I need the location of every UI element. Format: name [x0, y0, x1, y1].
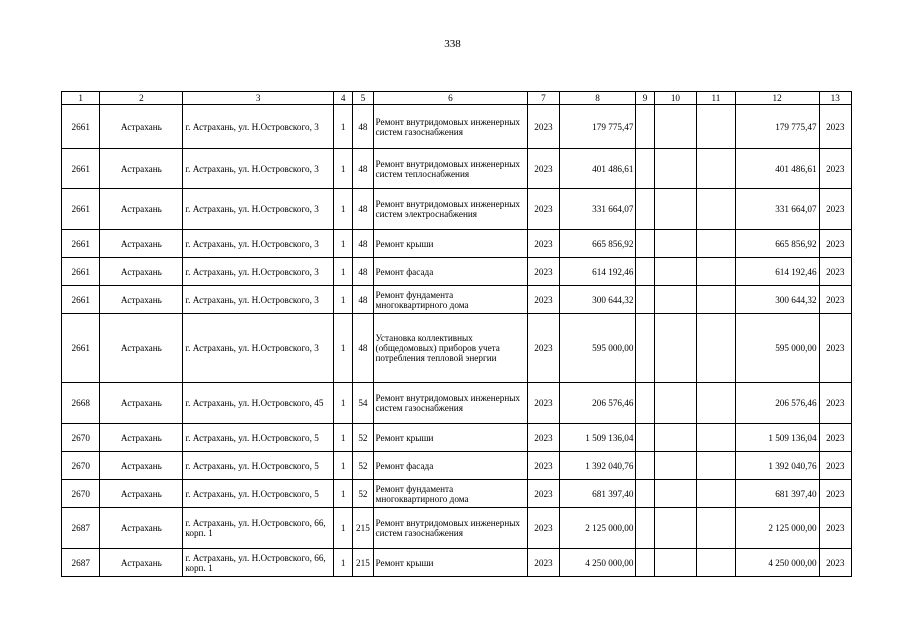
column-header: 13 [819, 92, 851, 105]
column-5-cell: 48 [353, 105, 373, 149]
city-cell: Астрахань [100, 480, 183, 508]
row-number-cell: 2661 [62, 189, 100, 230]
column-13-cell: 2023 [819, 230, 851, 258]
column-10-cell [654, 452, 696, 480]
column-13-cell: 2023 [819, 452, 851, 480]
city-cell: Астрахань [100, 314, 183, 383]
year-cell: 2023 [528, 286, 559, 314]
column-12-cell: 614 192,46 [735, 258, 819, 286]
column-10-cell [654, 230, 696, 258]
address-cell: г. Астрахань, ул. Н.Островского, 3 [183, 230, 334, 258]
year-cell: 2023 [528, 549, 559, 577]
year-cell: 2023 [528, 149, 559, 189]
column-10-cell [654, 189, 696, 230]
address-cell: г. Астрахань, ул. Н.Островского, 3 [183, 258, 334, 286]
column-13-cell: 2023 [819, 286, 851, 314]
column-11-cell [697, 230, 735, 258]
column-9-cell [636, 105, 654, 149]
column-header: 4 [334, 92, 353, 105]
cost-cell: 665 856,92 [559, 230, 636, 258]
work-type-cell: Ремонт крыши [373, 424, 528, 452]
column-13-cell: 2023 [819, 480, 851, 508]
column-4-cell: 1 [334, 549, 353, 577]
column-header: 3 [183, 92, 334, 105]
column-9-cell [636, 149, 654, 189]
address-cell: г. Астрахань, ул. Н.Островского, 3 [183, 286, 334, 314]
cost-cell: 1 509 136,04 [559, 424, 636, 452]
column-5-cell: 52 [353, 480, 373, 508]
column-header: 10 [654, 92, 696, 105]
row-number-cell: 2661 [62, 258, 100, 286]
column-9-cell [636, 480, 654, 508]
city-cell: Астрахань [100, 549, 183, 577]
column-9-cell [636, 286, 654, 314]
cost-cell: 681 397,40 [559, 480, 636, 508]
table-row [62, 258, 852, 286]
column-13-cell: 2023 [819, 105, 851, 149]
year-cell: 2023 [528, 424, 559, 452]
column-4-cell: 1 [334, 189, 353, 230]
column-9-cell [636, 258, 654, 286]
column-5-cell: 48 [353, 286, 373, 314]
work-type-cell: Ремонт фасада [373, 258, 528, 286]
column-9-cell [636, 549, 654, 577]
column-10-cell [654, 286, 696, 314]
table-row [62, 105, 852, 149]
address-cell: г. Астрахань, ул. Н.Островского, 45 [183, 383, 334, 424]
row-number-cell: 2661 [62, 105, 100, 149]
work-type-cell: Ремонт внутридомовых инженерных систем теплоснабжения [373, 149, 528, 189]
column-5-cell: 52 [353, 424, 373, 452]
address-cell: г. Астрахань, ул. Н.Островского, 66, корп. 1 [183, 508, 334, 549]
column-4-cell: 1 [334, 149, 353, 189]
row-number-cell: 2670 [62, 452, 100, 480]
column-12-cell: 595 000,00 [735, 314, 819, 383]
column-4-cell: 1 [334, 105, 353, 149]
column-10-cell [654, 549, 696, 577]
column-9-cell [636, 314, 654, 383]
year-cell: 2023 [528, 314, 559, 383]
cost-cell: 206 576,46 [559, 383, 636, 424]
column-header: 8 [559, 92, 636, 105]
city-cell: Астрахань [100, 149, 183, 189]
column-11-cell [697, 383, 735, 424]
column-header: 7 [528, 92, 559, 105]
column-4-cell: 1 [334, 314, 353, 383]
column-13-cell: 2023 [819, 189, 851, 230]
cost-cell: 614 192,46 [559, 258, 636, 286]
column-11-cell [697, 189, 735, 230]
column-10-cell [654, 383, 696, 424]
column-9-cell [636, 230, 654, 258]
city-cell: Астрахань [100, 189, 183, 230]
page-number: 338 [444, 38, 461, 50]
table-row [62, 149, 852, 189]
column-13-cell: 2023 [819, 258, 851, 286]
header-row [62, 92, 852, 105]
column-4-cell: 1 [334, 286, 353, 314]
column-10-cell [654, 149, 696, 189]
column-5-cell: 48 [353, 230, 373, 258]
table-row [62, 230, 852, 258]
column-10-cell [654, 105, 696, 149]
city-cell: Астрахань [100, 230, 183, 258]
column-12-cell: 206 576,46 [735, 383, 819, 424]
column-header: 5 [353, 92, 373, 105]
row-number-cell: 2670 [62, 424, 100, 452]
column-10-cell [654, 314, 696, 383]
address-cell: г. Астрахань, ул. Н.Островского, 3 [183, 149, 334, 189]
row-number-cell: 2661 [62, 149, 100, 189]
work-type-cell: Ремонт фундамента многоквартирного дома [373, 480, 528, 508]
column-4-cell: 1 [334, 480, 353, 508]
column-4-cell: 1 [334, 508, 353, 549]
column-9-cell [636, 452, 654, 480]
column-9-cell [636, 383, 654, 424]
column-11-cell [697, 452, 735, 480]
table-row [62, 480, 852, 508]
address-cell: г. Астрахань, ул. Н.Островского, 5 [183, 452, 334, 480]
cost-cell: 179 775,47 [559, 105, 636, 149]
work-type-cell: Ремонт фасада [373, 452, 528, 480]
column-5-cell: 48 [353, 149, 373, 189]
column-header: 1 [62, 92, 100, 105]
column-13-cell: 2023 [819, 383, 851, 424]
year-cell: 2023 [528, 508, 559, 549]
column-5-cell: 215 [353, 508, 373, 549]
column-header: 6 [373, 92, 528, 105]
row-number-cell: 2661 [62, 230, 100, 258]
column-11-cell [697, 480, 735, 508]
year-cell: 2023 [528, 383, 559, 424]
column-11-cell [697, 508, 735, 549]
city-cell: Астрахань [100, 286, 183, 314]
column-11-cell [697, 149, 735, 189]
table-body [62, 105, 852, 577]
table-row [62, 189, 852, 230]
address-cell: г. Астрахань, ул. Н.Островского, 5 [183, 480, 334, 508]
column-11-cell [697, 105, 735, 149]
column-12-cell: 300 644,32 [735, 286, 819, 314]
column-9-cell [636, 508, 654, 549]
column-12-cell: 401 486,61 [735, 149, 819, 189]
work-type-cell: Ремонт внутридомовых инженерных систем газоснабжения [373, 508, 528, 549]
table-row [62, 383, 852, 424]
column-5-cell: 48 [353, 189, 373, 230]
column-10-cell [654, 258, 696, 286]
column-header: 11 [697, 92, 735, 105]
column-4-cell: 1 [334, 230, 353, 258]
work-type-cell: Ремонт крыши [373, 549, 528, 577]
column-12-cell: 681 397,40 [735, 480, 819, 508]
column-12-cell: 665 856,92 [735, 230, 819, 258]
table-row [62, 424, 852, 452]
row-number-cell: 2661 [62, 286, 100, 314]
cost-cell: 331 664,07 [559, 189, 636, 230]
column-4-cell: 1 [334, 383, 353, 424]
column-4-cell: 1 [334, 424, 353, 452]
column-13-cell: 2023 [819, 508, 851, 549]
row-number-cell: 2687 [62, 549, 100, 577]
column-11-cell [697, 424, 735, 452]
table-row [62, 314, 852, 383]
city-cell: Астрахань [100, 383, 183, 424]
work-type-cell: Ремонт внутридомовых инженерных систем газоснабжения [373, 105, 528, 149]
column-5-cell: 215 [353, 549, 373, 577]
work-type-cell: Ремонт крыши [373, 230, 528, 258]
column-12-cell: 1 509 136,04 [735, 424, 819, 452]
column-4-cell: 1 [334, 452, 353, 480]
column-5-cell: 54 [353, 383, 373, 424]
year-cell: 2023 [528, 230, 559, 258]
column-11-cell [697, 258, 735, 286]
cost-cell: 595 000,00 [559, 314, 636, 383]
work-type-cell: Ремонт внутридомовых инженерных систем электроснабжения [373, 189, 528, 230]
column-header: 9 [636, 92, 654, 105]
year-cell: 2023 [528, 258, 559, 286]
table-row [62, 549, 852, 577]
column-header: 2 [100, 92, 183, 105]
city-cell: Астрахань [100, 452, 183, 480]
address-cell: г. Астрахань, ул. Н.Островского, 3 [183, 105, 334, 149]
cost-cell: 401 486,61 [559, 149, 636, 189]
column-9-cell [636, 424, 654, 452]
column-12-cell: 179 775,47 [735, 105, 819, 149]
column-12-cell: 1 392 040,76 [735, 452, 819, 480]
column-4-cell: 1 [334, 258, 353, 286]
column-13-cell: 2023 [819, 314, 851, 383]
column-5-cell: 48 [353, 314, 373, 383]
address-cell: г. Астрахань, ул. Н.Островского, 3 [183, 314, 334, 383]
city-cell: Астрахань [100, 105, 183, 149]
column-12-cell: 331 664,07 [735, 189, 819, 230]
column-11-cell [697, 314, 735, 383]
column-11-cell [697, 549, 735, 577]
work-type-cell: Ремонт внутридомовых инженерных систем газоснабжения [373, 383, 528, 424]
table-row [62, 452, 852, 480]
table-row [62, 508, 852, 549]
column-11-cell [697, 286, 735, 314]
address-cell: г. Астрахань, ул. Н.Островского, 5 [183, 424, 334, 452]
works-table [61, 91, 852, 577]
row-number-cell: 2670 [62, 480, 100, 508]
column-10-cell [654, 508, 696, 549]
address-cell: г. Астрахань, ул. Н.Островского, 3 [183, 189, 334, 230]
year-cell: 2023 [528, 480, 559, 508]
row-number-cell: 2661 [62, 314, 100, 383]
work-type-cell: Установка коллективных (общедомовых) приборов учета потребления тепловой энергии [373, 314, 528, 383]
column-9-cell [636, 189, 654, 230]
column-13-cell: 2023 [819, 424, 851, 452]
cost-cell: 2 125 000,00 [559, 508, 636, 549]
city-cell: Астрахань [100, 258, 183, 286]
year-cell: 2023 [528, 105, 559, 149]
row-number-cell: 2687 [62, 508, 100, 549]
year-cell: 2023 [528, 189, 559, 230]
column-12-cell: 4 250 000,00 [735, 549, 819, 577]
address-cell: г. Астрахань, ул. Н.Островского, 66, корп. 1 [183, 549, 334, 577]
column-header: 12 [735, 92, 819, 105]
cost-cell: 300 644,32 [559, 286, 636, 314]
column-5-cell: 48 [353, 258, 373, 286]
column-12-cell: 2 125 000,00 [735, 508, 819, 549]
column-5-cell: 52 [353, 452, 373, 480]
cost-cell: 4 250 000,00 [559, 549, 636, 577]
city-cell: Астрахань [100, 424, 183, 452]
column-10-cell [654, 480, 696, 508]
city-cell: Астрахань [100, 508, 183, 549]
row-number-cell: 2668 [62, 383, 100, 424]
year-cell: 2023 [528, 452, 559, 480]
column-10-cell [654, 424, 696, 452]
cost-cell: 1 392 040,76 [559, 452, 636, 480]
work-type-cell: Ремонт фундамента многоквартирного дома [373, 286, 528, 314]
table-row [62, 286, 852, 314]
column-13-cell: 2023 [819, 149, 851, 189]
column-13-cell: 2023 [819, 549, 851, 577]
